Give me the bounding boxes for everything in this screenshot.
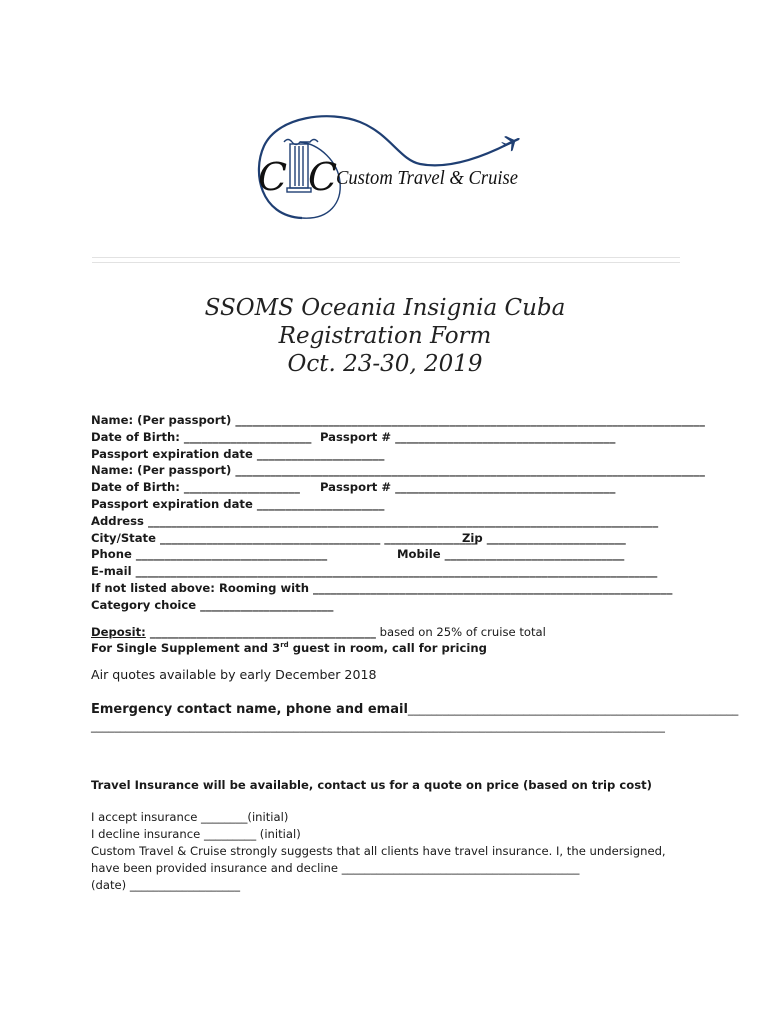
passport-field-1[interactable]: Passport # ______________________________________ xyxy=(320,429,616,444)
airplane-icon xyxy=(500,131,524,153)
category-field[interactable]: Category choice _______________________ xyxy=(91,597,334,612)
deposit-blank[interactable]: _______________________________________ xyxy=(145,624,376,639)
mobile-field[interactable]: Mobile _______________________________ xyxy=(397,547,625,562)
insurance-statement-line-1: Custom Travel & Cruise strongly suggests that all clients have travel insurance. I, the undersigned, xyxy=(91,843,666,858)
registration-form xyxy=(91,412,739,893)
date-field[interactable]: (date) ___________________ xyxy=(91,877,241,892)
travel-insurance-heading: Travel Insurance will be available, contact us for a quote on price (based on trip cost) xyxy=(91,777,652,792)
phone-mobile-row xyxy=(91,546,686,563)
address-field[interactable]: Address ________________________________________________________________________________________ xyxy=(91,513,659,528)
insurance-statement-line-2[interactable]: have been provided insurance and decline _________________________________________ xyxy=(91,860,580,875)
accept-insurance-field[interactable]: I accept insurance ________(initial) xyxy=(91,810,289,825)
name-field-2[interactable]: Name: (Per passport) _________________________________________________________________________________ xyxy=(91,463,705,478)
company-logo xyxy=(250,112,530,224)
email-field[interactable]: E-mail __________________________________________________________________________________________ xyxy=(91,564,658,579)
dob-passport-row-1 xyxy=(91,429,686,446)
header-divider xyxy=(92,257,680,258)
dob-passport-row-2 xyxy=(91,479,686,496)
title-line-1: SSOMS Oceania Insignia Cuba xyxy=(204,295,566,321)
deposit-note: based on 25% of cruise total xyxy=(375,624,546,639)
dob-field-2[interactable]: Date of Birth: ____________________ xyxy=(91,480,300,495)
title-line-2: Registration Form xyxy=(278,323,492,349)
dob-field-1[interactable]: Date of Birth: ______________________ xyxy=(91,429,312,444)
passport-expiration-field-1[interactable]: Passport expiration date ______________________ xyxy=(91,446,385,461)
logo-letter-left: C xyxy=(258,155,288,199)
form-title xyxy=(0,294,770,378)
logo-letter-right: C xyxy=(308,155,338,199)
emergency-contact-row xyxy=(91,701,739,718)
name-field-1[interactable]: Name: (Per passport) _________________________________________________________________________________ xyxy=(91,413,705,427)
phone-field[interactable]: Phone _________________________________ xyxy=(91,547,328,562)
logo-wordmark: Custom Travel & Cruise xyxy=(336,167,519,189)
single-supplement-note: For Single Supplement and 3rd guest in room, call for pricing xyxy=(91,641,487,656)
air-quotes-note: Air quotes available by early December 2018 xyxy=(91,667,377,683)
rooming-field[interactable]: If not listed above: Rooming with ______________________________________________________________ xyxy=(91,580,673,595)
city-zip-row xyxy=(91,530,686,547)
zip-field[interactable]: Zip ________________________ xyxy=(462,530,626,545)
emergency-contact-line-2[interactable]: ___________________________________________________________________________________________________ xyxy=(91,718,665,733)
passport-field-2[interactable]: Passport # ______________________________________ xyxy=(320,480,616,495)
decline-insurance-field[interactable]: I decline insurance _________ (initial) xyxy=(91,827,301,842)
title-line-3: Oct. 23-30, 2019 xyxy=(287,351,483,377)
city-state-field[interactable]: City/State ______________________________________ ________________ xyxy=(91,530,478,545)
emergency-contact-blank[interactable]: _________________________________________________________ xyxy=(407,701,739,716)
deposit-label: Deposit: xyxy=(91,624,146,639)
emergency-contact-label: Emergency contact name, phone and email xyxy=(91,701,408,717)
deposit-row xyxy=(91,624,686,641)
passport-expiration-field-2[interactable]: Passport expiration date ______________________ xyxy=(91,496,385,511)
header-divider xyxy=(92,262,680,263)
